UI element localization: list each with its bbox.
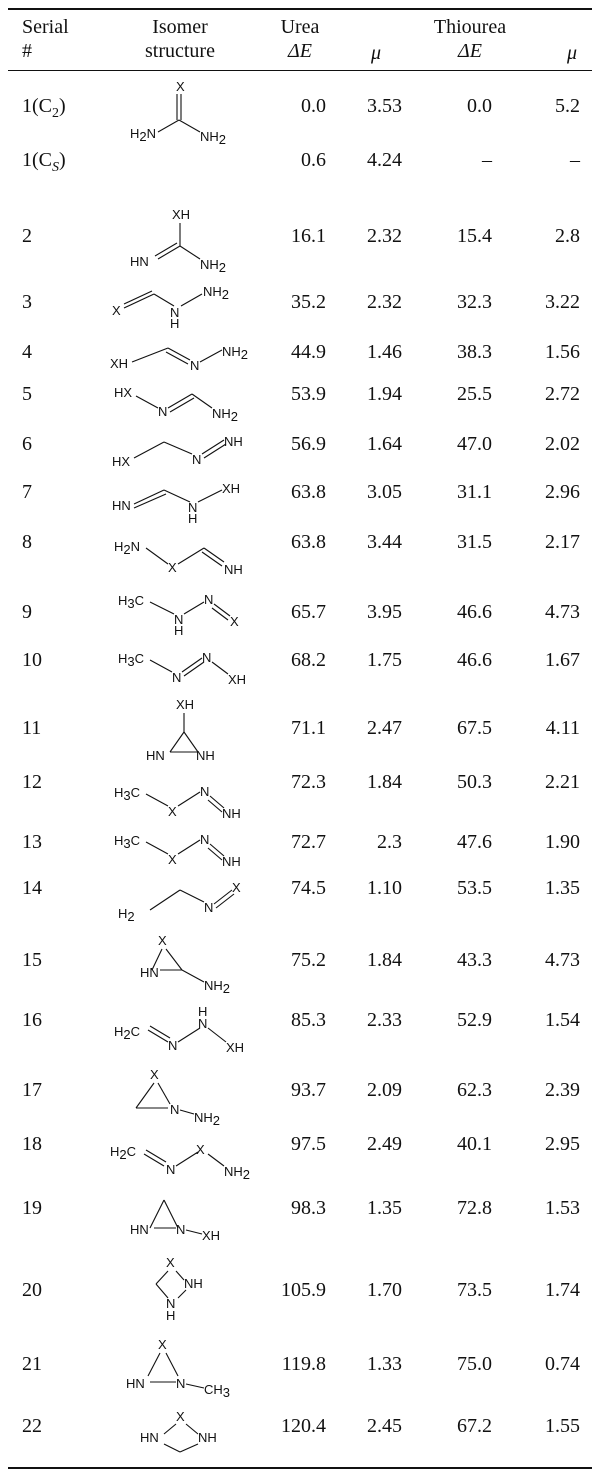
urea-mu-cell: 1.46 bbox=[367, 341, 402, 363]
svg-text:XH: XH bbox=[172, 207, 191, 222]
thiourea-delta-e-cell: 52.9 bbox=[457, 1009, 492, 1031]
serial-cell bbox=[22, 433, 32, 455]
thiourea-mu-cell: 2.96 bbox=[545, 481, 580, 503]
svg-text:NH2: NH2 bbox=[194, 1110, 221, 1128]
thiourea-mu-cell: 0.74 bbox=[545, 1353, 580, 1375]
svg-text:NH2: NH2 bbox=[222, 344, 249, 362]
serial-cell bbox=[22, 1133, 42, 1155]
thiourea-mu-cell: 2.21 bbox=[545, 771, 580, 793]
urea-delta-e-cell: 98.3 bbox=[291, 1197, 326, 1219]
structure-21 bbox=[124, 1334, 254, 1404]
serial-cell bbox=[22, 225, 32, 247]
urea-delta-e-cell: 44.9 bbox=[291, 341, 326, 363]
thiourea-delta-e-cell: 0.0 bbox=[467, 95, 492, 117]
urea-mu-cell: 2.45 bbox=[367, 1415, 402, 1437]
svg-text:NH: NH bbox=[222, 806, 241, 821]
structure-10 bbox=[116, 646, 266, 690]
thiourea-mu-cell: 2.39 bbox=[545, 1079, 580, 1101]
serial-number: 5 bbox=[22, 383, 32, 405]
svg-text:NH: NH bbox=[224, 562, 243, 577]
thiourea-delta-e-cell: 67.5 bbox=[457, 717, 492, 739]
thiourea-delta-e-cell: 31.5 bbox=[457, 531, 492, 553]
svg-text:N: N bbox=[176, 1222, 186, 1237]
serial-number: 1 bbox=[22, 95, 32, 117]
urea-delta-e-cell: 63.8 bbox=[291, 481, 326, 503]
structure-13 bbox=[112, 826, 262, 870]
urea-delta-e-cell: 68.2 bbox=[291, 649, 326, 671]
thiourea-delta-e-cell: 15.4 bbox=[457, 225, 492, 247]
thiourea-delta-e-cell: 31.1 bbox=[457, 481, 492, 503]
svg-text:H3C: H3C bbox=[118, 651, 145, 669]
svg-text:HX: HX bbox=[112, 454, 131, 469]
thiourea-delta-e-cell: 53.5 bbox=[457, 877, 492, 899]
serial-cell bbox=[22, 831, 42, 853]
thiourea-mu-cell: 1.74 bbox=[545, 1279, 580, 1301]
urea-mu-cell: 3.95 bbox=[367, 601, 402, 623]
serial-number: 8 bbox=[22, 531, 32, 553]
svg-text:N: N bbox=[198, 1016, 208, 1031]
serial-number: 18 bbox=[22, 1133, 42, 1155]
serial-symmetry-subscript: S bbox=[52, 160, 59, 175]
svg-text:NH2: NH2 bbox=[203, 284, 230, 302]
svg-text:X: X bbox=[196, 1142, 205, 1157]
structure-3 bbox=[110, 280, 260, 330]
svg-text:X: X bbox=[232, 880, 241, 895]
urea-mu-cell: 1.70 bbox=[367, 1279, 402, 1301]
thiourea-delta-e-cell: 25.5 bbox=[457, 383, 492, 405]
serial-cell bbox=[22, 1353, 42, 1375]
urea-delta-e-cell: 85.3 bbox=[291, 1009, 326, 1031]
thiourea-delta-e-cell: 72.8 bbox=[457, 1197, 492, 1219]
serial-cell bbox=[22, 1415, 42, 1437]
thiourea-delta-e-cell: 46.6 bbox=[457, 649, 492, 671]
structure-2 bbox=[128, 202, 248, 275]
header-serial-line2: # bbox=[22, 40, 32, 62]
svg-text:NH: NH bbox=[198, 1430, 217, 1445]
serial-cell bbox=[22, 717, 41, 739]
svg-text:N: N bbox=[200, 784, 210, 799]
structure-17 bbox=[132, 1064, 252, 1130]
urea-mu-cell: 1.64 bbox=[367, 433, 402, 455]
thiourea-mu-cell: 3.22 bbox=[545, 291, 580, 313]
header-urea-delta-e: ΔE bbox=[288, 40, 312, 62]
serial-number: 12 bbox=[22, 771, 42, 793]
serial-number: 13 bbox=[22, 831, 42, 853]
urea-delta-e-cell: 97.5 bbox=[291, 1133, 326, 1155]
urea-mu-cell: 2.49 bbox=[367, 1133, 402, 1155]
header-isomer-line1: Isomer bbox=[152, 16, 208, 38]
svg-text:XH: XH bbox=[222, 481, 241, 496]
serial-cell bbox=[22, 1279, 42, 1301]
thiourea-mu-cell: 1.35 bbox=[545, 877, 580, 899]
urea-delta-e-cell: 120.4 bbox=[281, 1415, 326, 1437]
serial-number: 15 bbox=[22, 949, 42, 971]
svg-text:N: N bbox=[170, 305, 180, 320]
urea-mu-cell: 2.32 bbox=[367, 291, 402, 313]
header-serial-line1: Serial bbox=[22, 16, 69, 38]
svg-text:X: X bbox=[230, 614, 239, 629]
thiourea-mu-cell: 4.73 bbox=[545, 601, 580, 623]
serial-cell bbox=[22, 771, 42, 793]
svg-text:N: N bbox=[168, 1038, 178, 1053]
serial-cell bbox=[22, 949, 42, 971]
header-thiourea: Thiourea bbox=[433, 16, 507, 38]
urea-delta-e-cell: 63.8 bbox=[291, 531, 326, 553]
thiourea-delta-e-cell: 32.3 bbox=[457, 291, 492, 313]
svg-text:H: H bbox=[174, 623, 184, 638]
urea-mu-cell: 2.33 bbox=[367, 1009, 402, 1031]
header-thiourea-delta-e: ΔE bbox=[458, 40, 482, 62]
urea-delta-e-cell: 56.9 bbox=[291, 433, 326, 455]
structure-6 bbox=[110, 428, 260, 474]
urea-delta-e-cell: 75.2 bbox=[291, 949, 326, 971]
svg-text:NH: NH bbox=[224, 434, 243, 449]
urea-mu-cell: 4.24 bbox=[367, 149, 402, 171]
thiourea-mu-cell: 2.17 bbox=[545, 531, 580, 553]
table-bottom-rule bbox=[8, 1467, 592, 1469]
serial-symmetry-subscript: 2 bbox=[52, 106, 59, 121]
svg-text:X: X bbox=[166, 1255, 175, 1270]
svg-text:N: N bbox=[176, 1376, 186, 1391]
serial-cell bbox=[22, 1009, 42, 1031]
urea-delta-e-cell: 71.1 bbox=[291, 717, 326, 739]
serial-number: 10 bbox=[22, 649, 42, 671]
serial-cell bbox=[22, 149, 66, 175]
svg-text:N: N bbox=[190, 358, 200, 373]
svg-text:X: X bbox=[158, 933, 167, 948]
thiourea-mu-cell: 1.55 bbox=[545, 1415, 580, 1437]
serial-cell bbox=[22, 481, 32, 503]
serial-cell bbox=[22, 877, 42, 899]
header-isomer-line2: structure bbox=[145, 40, 215, 62]
svg-text:HN: HN bbox=[140, 1430, 159, 1445]
urea-mu-cell: 3.05 bbox=[367, 481, 402, 503]
urea-mu-cell: 1.84 bbox=[367, 949, 402, 971]
serial-symmetry-prefix: (C bbox=[32, 149, 52, 171]
structure-4 bbox=[108, 336, 258, 376]
svg-text:H2N: H2N bbox=[114, 539, 141, 557]
svg-text:HN: HN bbox=[146, 748, 165, 763]
svg-text:HN: HN bbox=[130, 1222, 149, 1237]
svg-text:HX: HX bbox=[114, 385, 133, 400]
svg-text:N: N bbox=[192, 452, 202, 467]
svg-text:HN: HN bbox=[140, 965, 159, 980]
urea-mu-cell: 3.44 bbox=[367, 531, 402, 553]
structure-14 bbox=[116, 874, 266, 926]
urea-mu-cell: 2.3 bbox=[377, 831, 402, 853]
svg-text:NH: NH bbox=[196, 748, 215, 763]
urea-mu-cell: 2.09 bbox=[367, 1079, 402, 1101]
serial-symmetry-suffix: ) bbox=[59, 149, 66, 171]
thiourea-mu-cell: 1.90 bbox=[545, 831, 580, 853]
thiourea-mu-cell: 2.02 bbox=[545, 433, 580, 455]
serial-number: 11 bbox=[22, 717, 42, 739]
structure-11 bbox=[140, 694, 240, 766]
thiourea-mu-cell: – bbox=[570, 149, 580, 171]
thiourea-delta-e-cell: 73.5 bbox=[457, 1279, 492, 1301]
serial-number: 22 bbox=[22, 1415, 42, 1437]
structure-1 bbox=[128, 78, 248, 147]
header-thiourea-mu: μ bbox=[566, 42, 578, 64]
serial-number: 21 bbox=[22, 1353, 42, 1375]
urea-delta-e-cell: 93.7 bbox=[291, 1079, 326, 1101]
svg-text:H: H bbox=[198, 1004, 208, 1019]
svg-text:NH: NH bbox=[184, 1276, 203, 1291]
svg-text:H3C: H3C bbox=[114, 785, 141, 803]
svg-text:HN: HN bbox=[130, 254, 149, 269]
urea-mu-cell: 1.75 bbox=[367, 649, 402, 671]
serial-number: 14 bbox=[22, 877, 42, 899]
thiourea-mu-cell: 2.72 bbox=[545, 383, 580, 405]
svg-text:H: H bbox=[166, 1308, 176, 1323]
urea-delta-e-cell: 72.3 bbox=[291, 771, 326, 793]
thiourea-delta-e-cell: 75.0 bbox=[457, 1353, 492, 1375]
structure-22 bbox=[138, 1406, 248, 1456]
svg-text:XH: XH bbox=[226, 1040, 245, 1055]
thiourea-delta-e-cell: 47.6 bbox=[457, 831, 492, 853]
header-urea: Urea bbox=[280, 16, 320, 38]
svg-text:X: X bbox=[168, 560, 177, 575]
urea-mu-cell: 1.35 bbox=[367, 1197, 402, 1219]
svg-text:N: N bbox=[166, 1296, 176, 1311]
serial-cell bbox=[22, 95, 66, 121]
structure-5 bbox=[112, 380, 252, 424]
svg-text:NH2: NH2 bbox=[204, 978, 231, 996]
svg-text:N: N bbox=[174, 612, 184, 627]
svg-text:N: N bbox=[188, 500, 198, 515]
thiourea-delta-e-cell: 62.3 bbox=[457, 1079, 492, 1101]
serial-cell bbox=[22, 601, 32, 623]
thiourea-delta-e-cell: 46.6 bbox=[457, 601, 492, 623]
structure-16 bbox=[112, 1004, 262, 1058]
urea-delta-e-cell: 35.2 bbox=[291, 291, 326, 313]
urea-delta-e-cell: 65.7 bbox=[291, 601, 326, 623]
svg-text:X: X bbox=[150, 1067, 159, 1082]
thiourea-mu-cell: 5.2 bbox=[555, 95, 580, 117]
svg-text:X: X bbox=[176, 79, 185, 94]
svg-text:NH2: NH2 bbox=[200, 129, 227, 147]
serial-cell bbox=[22, 383, 32, 405]
serial-cell bbox=[22, 291, 32, 313]
svg-text:H3C: H3C bbox=[114, 833, 141, 851]
svg-text:N: N bbox=[166, 1162, 176, 1177]
svg-text:X: X bbox=[168, 804, 177, 819]
serial-cell bbox=[22, 1197, 42, 1219]
structure-15 bbox=[142, 930, 262, 996]
serial-number: 3 bbox=[22, 291, 32, 313]
serial-number: 17 bbox=[22, 1079, 42, 1101]
svg-text:X: X bbox=[112, 303, 121, 318]
urea-delta-e-cell: 105.9 bbox=[281, 1279, 326, 1301]
thiourea-delta-e-cell: 50.3 bbox=[457, 771, 492, 793]
thiourea-delta-e-cell: 47.0 bbox=[457, 433, 492, 455]
serial-number: 2 bbox=[22, 225, 32, 247]
svg-text:H: H bbox=[170, 316, 180, 331]
serial-number: 1 bbox=[22, 149, 32, 171]
serial-number: 19 bbox=[22, 1197, 42, 1219]
table-top-rule bbox=[8, 8, 592, 10]
structure-19 bbox=[130, 1190, 260, 1246]
serial-number: 7 bbox=[22, 481, 32, 503]
urea-mu-cell: 2.47 bbox=[367, 717, 402, 739]
thiourea-mu-cell: 1.67 bbox=[545, 649, 580, 671]
header-urea-mu: μ bbox=[370, 42, 382, 64]
urea-delta-e-cell: 0.0 bbox=[301, 95, 326, 117]
thiourea-mu-cell: 2.8 bbox=[555, 225, 580, 247]
thiourea-mu-cell: 1.54 bbox=[545, 1009, 580, 1031]
svg-text:HN: HN bbox=[112, 498, 131, 513]
structure-7 bbox=[110, 478, 260, 528]
serial-number: 20 bbox=[22, 1279, 42, 1301]
svg-text:CH3: CH3 bbox=[204, 1382, 231, 1400]
thiourea-mu-cell: 4.11 bbox=[545, 717, 580, 739]
svg-text:NH2: NH2 bbox=[212, 406, 239, 424]
svg-text:NH2: NH2 bbox=[200, 257, 227, 275]
svg-text:X: X bbox=[176, 1409, 185, 1424]
serial-cell bbox=[22, 649, 42, 671]
serial-number: 16 bbox=[22, 1009, 42, 1031]
urea-mu-cell: 1.84 bbox=[367, 771, 402, 793]
thiourea-mu-cell: 1.56 bbox=[545, 341, 580, 363]
thiourea-delta-e-cell: 38.3 bbox=[457, 341, 492, 363]
svg-text:X: X bbox=[158, 1337, 167, 1352]
serial-symmetry-prefix: (C bbox=[32, 95, 52, 117]
svg-text:NH: NH bbox=[222, 854, 241, 869]
thiourea-mu-cell: 4.73 bbox=[545, 949, 580, 971]
svg-text:XH: XH bbox=[176, 697, 195, 712]
svg-text:H2C: H2C bbox=[114, 1024, 141, 1042]
svg-text:N: N bbox=[172, 670, 182, 685]
urea-mu-cell: 2.32 bbox=[367, 225, 402, 247]
serial-cell bbox=[22, 531, 32, 553]
table-header-rule bbox=[8, 70, 592, 71]
svg-text:XH: XH bbox=[110, 356, 129, 371]
svg-text:H2: H2 bbox=[118, 906, 135, 924]
thiourea-delta-e-cell: – bbox=[482, 149, 492, 171]
serial-cell bbox=[22, 1079, 42, 1101]
serial-cell bbox=[22, 341, 32, 363]
urea-delta-e-cell: 74.5 bbox=[291, 877, 326, 899]
svg-text:H2N: H2N bbox=[130, 126, 157, 144]
thiourea-delta-e-cell: 43.3 bbox=[457, 949, 492, 971]
svg-text:H2C: H2C bbox=[110, 1144, 137, 1162]
thiourea-delta-e-cell: 67.2 bbox=[457, 1415, 492, 1437]
svg-text:N: N bbox=[200, 832, 210, 847]
svg-text:N: N bbox=[202, 650, 212, 665]
urea-delta-e-cell: 53.9 bbox=[291, 383, 326, 405]
thiourea-delta-e-cell: 40.1 bbox=[457, 1133, 492, 1155]
svg-text:HN: HN bbox=[126, 1376, 145, 1391]
structure-18 bbox=[108, 1136, 258, 1184]
svg-text:H: H bbox=[188, 511, 198, 526]
svg-text:XH: XH bbox=[202, 1228, 221, 1243]
urea-delta-e-cell: 16.1 bbox=[291, 225, 326, 247]
thiourea-mu-cell: 2.95 bbox=[545, 1133, 580, 1155]
structure-8 bbox=[112, 534, 262, 582]
structure-12 bbox=[112, 778, 262, 822]
svg-text:N: N bbox=[204, 592, 214, 607]
serial-symmetry-suffix: ) bbox=[59, 95, 66, 117]
structure-20 bbox=[150, 1252, 250, 1328]
urea-mu-cell: 3.53 bbox=[367, 95, 402, 117]
serial-number: 9 bbox=[22, 601, 32, 623]
svg-text:N: N bbox=[158, 404, 168, 419]
svg-text:H3C: H3C bbox=[118, 593, 145, 611]
svg-text:NH2: NH2 bbox=[224, 1164, 251, 1182]
thiourea-mu-cell: 1.53 bbox=[545, 1197, 580, 1219]
svg-text:N: N bbox=[204, 900, 214, 915]
urea-delta-e-cell: 0.6 bbox=[301, 149, 326, 171]
structure-9 bbox=[116, 588, 266, 638]
urea-delta-e-cell: 119.8 bbox=[281, 1353, 326, 1375]
svg-text:XH: XH bbox=[228, 672, 247, 687]
svg-text:N: N bbox=[170, 1102, 180, 1117]
serial-number: 6 bbox=[22, 433, 32, 455]
urea-mu-cell: 1.33 bbox=[367, 1353, 402, 1375]
serial-number: 4 bbox=[22, 341, 32, 363]
urea-mu-cell: 1.10 bbox=[367, 877, 402, 899]
urea-mu-cell: 1.94 bbox=[367, 383, 402, 405]
urea-delta-e-cell: 72.7 bbox=[291, 831, 326, 853]
svg-text:X: X bbox=[168, 852, 177, 867]
